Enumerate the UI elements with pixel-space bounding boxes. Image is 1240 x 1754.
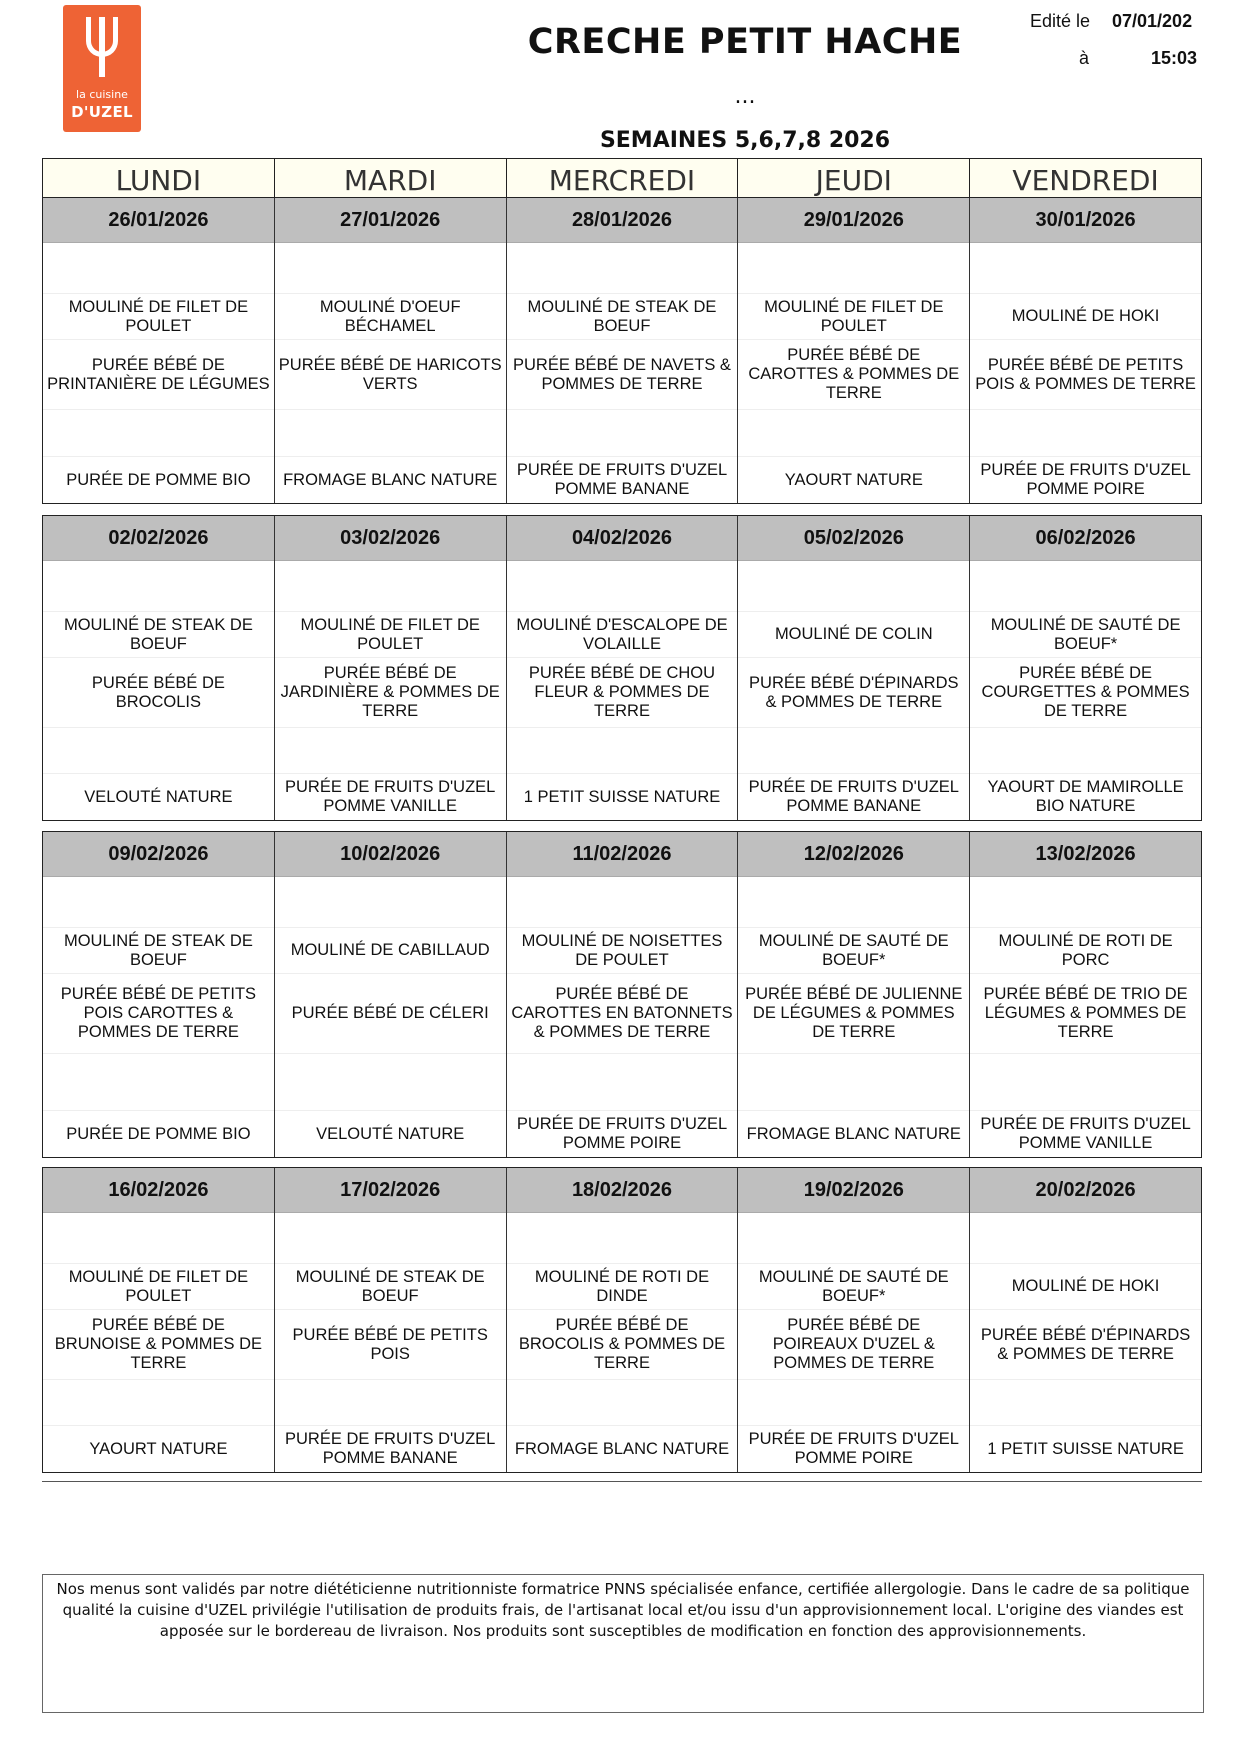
day-date: 10/02/2026	[275, 832, 506, 877]
day-date: 17/02/2026	[275, 1168, 506, 1213]
menu-week	[42, 515, 1202, 821]
spacer	[275, 1380, 506, 1426]
spacer	[507, 877, 738, 928]
main-dish: MOULINÉ DE FILET DE POULET	[275, 612, 506, 658]
day-column	[969, 198, 1201, 503]
day-tuesday: MARDI	[274, 159, 506, 197]
side-dish: PURÉE BÉBÉ DE PRINTANIÈRE DE LÉGUMES	[43, 340, 274, 410]
spacer	[43, 1213, 274, 1264]
spacer	[738, 1054, 969, 1111]
spacer	[507, 1380, 738, 1426]
spacer	[738, 1380, 969, 1426]
main-dish: MOULINÉ DE ROTI DE DINDE	[507, 1264, 738, 1310]
dessert: PURÉE DE POMME BIO	[66, 470, 251, 489]
edit-date: 07/01/202	[1112, 11, 1193, 31]
day-column	[737, 1168, 969, 1472]
day-column	[274, 198, 506, 503]
main-dish: MOULINÉ D'OEUF BÉCHAMEL	[275, 294, 506, 340]
main-dish: MOULINÉ D'ESCALOPE DE VOLAILLE	[507, 612, 738, 658]
main-dish: MOULINÉ DE SAUTÉ DE BOEUF*	[970, 612, 1201, 658]
weeks-label: SEMAINES 5,6,7,8 2026	[599, 128, 891, 153]
main-dish: MOULINÉ DE HOKI	[970, 294, 1201, 340]
day-column	[43, 198, 274, 503]
dessert: PURÉE DE FRUITS D'UZEL POMME VANILLE	[980, 1115, 1191, 1152]
spacer	[507, 1054, 738, 1111]
day-date: 27/01/2026	[275, 198, 506, 243]
side-dish: PURÉE BÉBÉ DE CAROTTES EN BATONNETS & POMMES DE TERRE	[507, 974, 738, 1054]
day-column	[737, 198, 969, 503]
spacer	[507, 1213, 738, 1264]
side-dish: PURÉE BÉBÉ DE PETITS POIS & POMMES DE TERRE	[970, 340, 1201, 410]
spacer	[970, 1380, 1201, 1426]
side-dish: PURÉE BÉBÉ DE CÉLERI	[275, 974, 506, 1054]
day-date: 28/01/2026	[507, 198, 738, 243]
spacer	[275, 561, 506, 612]
day-column	[43, 1168, 274, 1472]
main-dish: MOULINÉ DE SAUTÉ DE BOEUF*	[738, 928, 969, 974]
main-dish: MOULINÉ DE STEAK DE BOEUF	[43, 928, 274, 974]
fork-icon	[82, 17, 122, 77]
spacer	[275, 1054, 506, 1111]
footer-note: Nos menus sont validés par notre diététicienne nutritionniste formatrice PNNS spécialisée enfance, certifiée allergologie. Dans le cadre de sa politique qualité la cuisine d'UZEL privilégie l'utilisation de produits frais, de l'artisanat local et/ou issu d'un approvisionnement local. L'origine des viandes est apposée sur le bordereau de livraison. Nos produits sont susceptibles de modification en fonction des approvisionnements.	[42, 1574, 1204, 1713]
side-dish: PURÉE BÉBÉ DE BROCOLIS & POMMES DE TERRE	[507, 1310, 738, 1380]
at-label: à	[1079, 48, 1090, 68]
dessert: PURÉE DE FRUITS D'UZEL POMME VANILLE	[285, 778, 496, 815]
day-date: 02/02/2026	[43, 516, 274, 561]
day-date: 19/02/2026	[738, 1168, 969, 1213]
spacer	[43, 728, 274, 774]
dessert: PURÉE DE FRUITS D'UZEL POMME BANANE	[516, 461, 728, 498]
day-column	[969, 516, 1201, 820]
cuisine-uzel-logo	[63, 5, 141, 132]
day-column	[506, 1168, 738, 1472]
main-dish: MOULINÉ DE STEAK DE BOEUF	[275, 1264, 506, 1310]
spacer	[970, 410, 1201, 457]
page-title: CRECHE PETIT HACHE	[527, 22, 963, 62]
spacer	[43, 1054, 274, 1111]
dessert: VELOUTÉ NATURE	[84, 787, 233, 806]
day-column	[737, 832, 969, 1157]
day-date: 11/02/2026	[507, 832, 738, 877]
day-date: 30/01/2026	[970, 198, 1201, 243]
dessert: PURÉE DE FRUITS D'UZEL POMME POIRE	[980, 461, 1191, 498]
side-dish: PURÉE BÉBÉ DE BROCOLIS	[43, 658, 274, 728]
dessert: PURÉE DE POMME BIO	[66, 1124, 251, 1143]
logo-line1: la cuisine	[76, 88, 128, 101]
spacer	[970, 1213, 1201, 1264]
dessert: FROMAGE BLANC NATURE	[283, 470, 498, 489]
dessert: PURÉE DE FRUITS D'UZEL POMME POIRE	[748, 1430, 959, 1467]
spacer	[275, 728, 506, 774]
logo-line2: D'UZEL	[71, 103, 133, 121]
spacer	[738, 243, 969, 294]
day-date: 20/02/2026	[970, 1168, 1201, 1213]
spacer	[507, 410, 738, 457]
menu-week	[42, 198, 1202, 504]
edit-time: 15:03	[1151, 48, 1198, 68]
day-column	[969, 832, 1201, 1157]
day-date: 18/02/2026	[507, 1168, 738, 1213]
day-date: 29/01/2026	[738, 198, 969, 243]
main-dish: MOULINÉ DE HOKI	[970, 1264, 1201, 1310]
dessert: YAOURT NATURE	[784, 470, 923, 489]
spacer	[507, 243, 738, 294]
divider	[42, 1481, 1202, 1482]
day-column	[506, 832, 738, 1157]
day-column	[43, 832, 274, 1157]
dessert: YAOURT DE MAMIROLLE BIO NATURE	[987, 778, 1184, 815]
spacer	[275, 243, 506, 294]
main-dish: MOULINÉ DE NOISETTES DE POULET	[507, 928, 738, 974]
weekday-header	[42, 158, 1202, 198]
dessert: FROMAGE BLANC NATURE	[746, 1124, 961, 1143]
main-dish: MOULINÉ DE STEAK DE BOEUF	[43, 612, 274, 658]
spacer	[43, 1380, 274, 1426]
spacer	[43, 561, 274, 612]
side-dish: PURÉE BÉBÉ DE COURGETTES & POMMES DE TERRE	[970, 658, 1201, 728]
day-monday: LUNDI	[115, 164, 202, 197]
dessert: PURÉE DE FRUITS D'UZEL POMME POIRE	[516, 1115, 728, 1152]
subtitle-dots: ...	[734, 84, 756, 109]
spacer	[738, 561, 969, 612]
day-date: 05/02/2026	[738, 516, 969, 561]
main-dish: MOULINÉ DE COLIN	[738, 612, 969, 658]
spacer	[275, 877, 506, 928]
day-friday: VENDREDI	[969, 159, 1201, 197]
side-dish: PURÉE BÉBÉ DE PETITS POIS CAROTTES & POMMES DE TERRE	[43, 974, 274, 1054]
side-dish: PURÉE BÉBÉ D'ÉPINARDS & POMMES DE TERRE	[738, 658, 969, 728]
spacer	[738, 410, 969, 457]
side-dish: PURÉE BÉBÉ DE PETITS POIS	[275, 1310, 506, 1380]
day-column	[274, 516, 506, 820]
day-column	[737, 516, 969, 820]
spacer	[970, 728, 1201, 774]
dessert: VELOUTÉ NATURE	[316, 1124, 465, 1143]
dessert: 1 PETIT SUISSE NATURE	[987, 1439, 1184, 1458]
menu-week	[42, 1167, 1202, 1473]
day-date: 04/02/2026	[507, 516, 738, 561]
spacer	[43, 410, 274, 457]
side-dish: PURÉE BÉBÉ DE JARDINIÈRE & POMMES DE TERRE	[275, 658, 506, 728]
day-column	[43, 516, 274, 820]
dessert: YAOURT NATURE	[89, 1439, 228, 1458]
spacer	[738, 877, 969, 928]
main-dish: MOULINÉ DE FILET DE POULET	[43, 294, 274, 340]
day-date: 09/02/2026	[43, 832, 274, 877]
dessert: PURÉE DE FRUITS D'UZEL POMME BANANE	[285, 1430, 496, 1467]
side-dish: PURÉE BÉBÉ DE CAROTTES & POMMES DE TERRE	[738, 340, 969, 410]
main-dish: MOULINÉ DE FILET DE POULET	[738, 294, 969, 340]
day-column	[506, 516, 738, 820]
spacer	[275, 410, 506, 457]
day-date: 03/02/2026	[275, 516, 506, 561]
side-dish: PURÉE BÉBÉ DE JULIENNE DE LÉGUMES & POMMES DE TERRE	[738, 974, 969, 1054]
main-dish: MOULINÉ DE CABILLAUD	[275, 928, 506, 974]
spacer	[507, 728, 738, 774]
spacer	[970, 877, 1201, 928]
spacer	[43, 243, 274, 294]
day-thursday: JEUDI	[737, 159, 969, 197]
day-wednesday: MERCREDI	[506, 159, 738, 197]
spacer	[43, 877, 274, 928]
spacer	[275, 1213, 506, 1264]
side-dish: PURÉE BÉBÉ DE NAVETS & POMMES DE TERRE	[507, 340, 738, 410]
day-date: 16/02/2026	[43, 1168, 274, 1213]
side-dish: PURÉE BÉBÉ DE TRIO DE LÉGUMES & POMMES DE TERRE	[970, 974, 1201, 1054]
day-date: 06/02/2026	[970, 516, 1201, 561]
spacer	[970, 243, 1201, 294]
spacer	[970, 1054, 1201, 1111]
day-column	[274, 832, 506, 1157]
side-dish: PURÉE BÉBÉ DE POIREAUX D'UZEL & POMMES DE TERRE	[738, 1310, 969, 1380]
side-dish: PURÉE BÉBÉ DE HARICOTS VERTS	[275, 340, 506, 410]
side-dish: PURÉE BÉBÉ DE BRUNOISE & POMMES DE TERRE	[43, 1310, 274, 1380]
spacer	[507, 561, 738, 612]
menu-week	[42, 831, 1202, 1158]
main-dish: MOULINÉ DE FILET DE POULET	[43, 1264, 274, 1310]
dessert: 1 PETIT SUISSE NATURE	[523, 787, 721, 806]
side-dish: PURÉE BÉBÉ D'ÉPINARDS & POMMES DE TERRE	[970, 1310, 1201, 1380]
spacer	[738, 728, 969, 774]
day-column	[969, 1168, 1201, 1472]
day-date: 13/02/2026	[970, 832, 1201, 877]
day-column	[506, 198, 738, 503]
edit-label: Edité le	[1030, 11, 1091, 31]
day-date: 12/02/2026	[738, 832, 969, 877]
main-dish: MOULINÉ DE STEAK DE BOEUF	[507, 294, 738, 340]
main-dish: MOULINÉ DE SAUTÉ DE BOEUF*	[738, 1264, 969, 1310]
dessert: PURÉE DE FRUITS D'UZEL POMME BANANE	[748, 778, 959, 815]
day-date: 26/01/2026	[43, 198, 274, 243]
spacer	[738, 1213, 969, 1264]
main-dish: MOULINÉ DE ROTI DE PORC	[970, 928, 1201, 974]
side-dish: PURÉE BÉBÉ DE CHOU FLEUR & POMMES DE TERRE	[507, 658, 738, 728]
spacer	[970, 561, 1201, 612]
day-column	[274, 1168, 506, 1472]
dessert: FROMAGE BLANC NATURE	[514, 1439, 730, 1458]
